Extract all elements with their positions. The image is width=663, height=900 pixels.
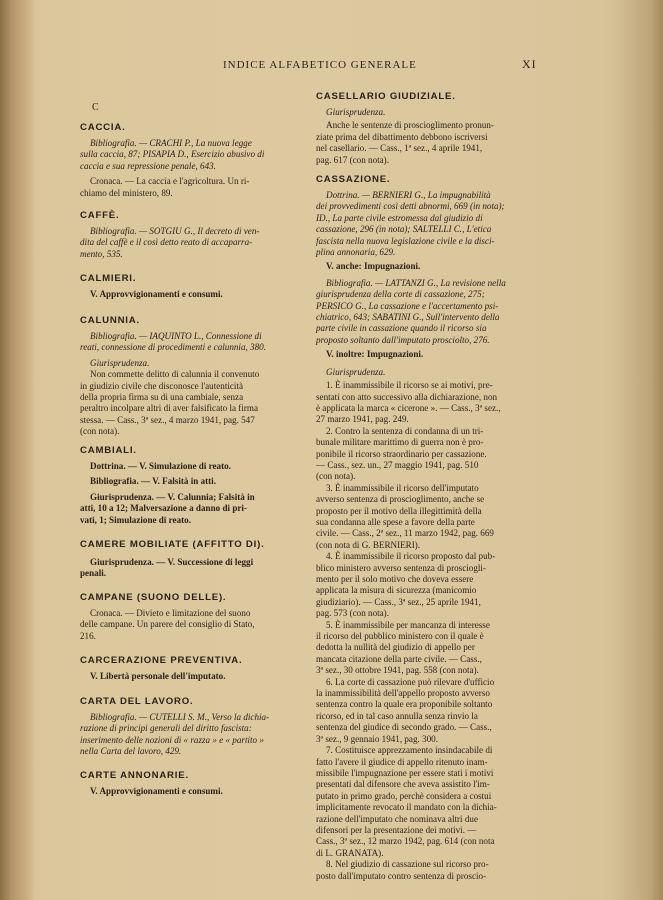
entry-line: ID., La parte civile estromessa dal giudizio di <box>316 212 483 223</box>
entry-line: chiatrico, 643; SABATINI G., Sull'intervento della <box>316 312 500 323</box>
entry-line: Anche le sentenze di proscioglimento pronun- <box>326 120 494 131</box>
entry-line: 216. <box>80 630 96 641</box>
entry-calunnia <box>80 315 302 438</box>
page-number: XI <box>522 57 537 71</box>
entry-line: Giurisprudenza. — V. Successione di leggi <box>90 557 254 567</box>
entry-heading: CALMIERI. <box>80 273 137 284</box>
entry-camere-mobiliate <box>80 539 302 580</box>
entry-line: ricorso, ed in tal caso annulla senza rinvio la <box>316 710 478 721</box>
entry-line: V. anche: Impugnazioni. <box>326 261 421 272</box>
entry-line: missibile l'impugnazione per essere stati i motivi <box>316 767 494 778</box>
entry-line: mento, 535. <box>80 248 123 259</box>
entry-line: Dottrina. — V. Simulazione di reato. <box>90 461 231 471</box>
entry-line: vati, 1; Simulazione di reato. <box>80 514 191 525</box>
entry-line: 8. Nel giudizio di cassazione sul ricorso pro- <box>326 859 489 870</box>
entry-line: posto dall'imputato contro sentenza di proscio- <box>316 870 487 881</box>
entry-casellario-giudiziale <box>316 91 540 166</box>
entry-line: di L. GRANATA). <box>316 847 384 858</box>
entry-line: parte civile in cassazione quando il ricorso sia <box>316 323 487 334</box>
entry-cassazione <box>316 174 540 882</box>
entry-line: della propria firma su di una cambiale, senza <box>80 392 244 403</box>
entry-line: peraltro incolpare altri di aver falsificato la firma <box>80 403 258 414</box>
entry-line: fascista nella nuova legislazione civile e la disci- <box>316 235 495 246</box>
entry-line: Cronaca. — Divieto e limitazione del suono <box>90 608 251 618</box>
entry-calmieri <box>80 273 302 300</box>
entry-line: avverso sentenza di proscioglimento, anche se <box>316 494 485 505</box>
entry-line: V. Approvvigionamenti e consumi. <box>90 786 223 796</box>
entry-line: V. inoltre: Impugnazioni. <box>326 349 424 360</box>
entry-line: blico ministero avverso sentenza di prosciogli- <box>316 562 486 573</box>
entry-heading: CARCERAZIONE PREVENTIVA. <box>80 655 243 666</box>
entry-line: PERSICO G., La cassazione e l'accertamento psi- <box>316 300 499 311</box>
entry-line: inserimento delle nozioni di « razza » e « partito » <box>80 734 264 745</box>
entry-heading: CAMPANE (SUONO DELLE). <box>80 592 227 603</box>
entry-caccia <box>80 122 302 199</box>
entry-line: ziate prima del dibattimento debbono iscriversi <box>316 131 488 142</box>
entry-line: 5. È inammissibile per mancanza di interesse <box>326 619 490 630</box>
entry-line: Giurisprudenza. <box>90 357 150 368</box>
entry-line: 4. È inammissibile il ricorso proposto dal pub- <box>326 551 496 562</box>
entry-line: cassazione, 296 (in nota); SALTELLI C., L'etica <box>316 224 492 235</box>
entry-heading: CASSAZIONE. <box>316 174 391 185</box>
entry-line: implicitamente revocato il mandato con la dichia- <box>316 802 497 813</box>
entry-line: mento per il solo motivo che doveva essere <box>316 574 474 584</box>
entry-line: difensori per la presentazione dei motivi. — <box>316 824 477 835</box>
entry-line: il ricorso del pubblico ministero con il quale è <box>316 631 484 642</box>
entry-line: proposto soltanto dall'imputato prosciolto, 276. <box>316 334 490 345</box>
entry-line: 3ª sez., 30 ottobre 1941, pag. 558 (con nota). <box>316 665 479 676</box>
entry-cambiali <box>80 445 302 526</box>
entry-line: applicata la misura di sicurezza (manicomio <box>316 585 477 596</box>
entry-line: Bibliografia. — LATTANZI G., La revisione nella <box>326 277 506 288</box>
book-spine-shadow <box>0 0 34 900</box>
entry-line: putato in primo grado, perchè considera a costui <box>316 790 492 801</box>
page-edge-shadow <box>618 0 663 900</box>
entry-line: reati, connessione di procedimenti e calunnia, 380. <box>80 342 266 353</box>
entry-line: giurisprudenza della corte di cassazione, 275; <box>316 289 485 300</box>
entry-line: 6. La corte di cassazione può rilevare d'ufficio <box>326 676 495 687</box>
entry-line: pag. 573 (con nota). <box>316 608 389 619</box>
entry-line: Bibliografia. — V. Falsità in atti. <box>90 476 216 487</box>
entry-heading: CAMBIALI. <box>80 445 137 456</box>
entry-line: Cronaca. — La caccia e l'agricoltura. Un ri- <box>90 176 250 187</box>
entry-carte-annonarie <box>80 770 302 797</box>
entry-line: 1. È inammissibile il ricorso se ai motivi, pre- <box>326 380 493 391</box>
entry-carta-del-lavoro <box>80 696 302 758</box>
entry-line: V. Libertà personale dell'imputato. <box>90 671 226 681</box>
entry-line: chiamo del ministero, 89. <box>80 187 173 198</box>
entry-line: Bibliografia. — CRACHI P., La nuova legge <box>90 138 252 148</box>
entry-line: civile. — Cass., 2ª sez., 11 marzo 1942, pag. 669 <box>316 528 494 539</box>
entry-line: Bibliografia. — CUTELLI S. M., Verso la dichia- <box>90 712 270 722</box>
entry-line: nella Carta del lavoro, 429. <box>80 746 182 757</box>
entry-heading: CAFFÈ. <box>80 210 120 221</box>
entry-line: nel casellario. — Cass., 1ª sez., 4 aprile 1941, <box>316 143 483 154</box>
entry-caffe <box>80 210 302 260</box>
entry-line: fatto l'avere il giudice di appello ritenuto inam- <box>316 756 488 767</box>
entry-line: 3. È inammissibile il ricorso dell'imputato <box>326 482 479 493</box>
section-letter: C <box>92 102 99 113</box>
entry-line: sua condanna alle spese a favore della parte <box>316 516 475 527</box>
entry-line: stessa. — Cass., 3ª sez., 4 marzo 1941, pag. 547 <box>80 414 255 425</box>
entry-line: (con nota). <box>316 471 356 482</box>
entry-line: in giudizio civile che disconosce l'autenticità <box>80 380 243 391</box>
entry-line: dedotta la nullità del giudizio di appello per <box>316 642 475 653</box>
entry-line: sentati con atto successivo alla dichiarazione, non <box>316 391 498 402</box>
entry-line: presentati dal difensore che aveva assistito l'im- <box>316 779 490 790</box>
entry-line: Bibliografia. — SOTGIU G., Il decreto di ven- <box>90 226 260 236</box>
entry-line: Cass., 3ª sez., 12 marzo 1942, pag. 614 (con nota <box>316 836 495 847</box>
entry-line: 2. Contro la sentenza di condanna di un tri- <box>326 425 484 436</box>
entry-line: (con nota di G. BERNIERI). <box>316 539 421 550</box>
entry-line: bunale militare marittimo di guerra non è pro- <box>316 437 484 448</box>
entry-line: caccia e sua repressione penale, 643. <box>80 160 216 171</box>
entry-line: ponibile il ricorso straordinario per cassazione. <box>316 448 487 459</box>
entry-line: Giurisprudenza. <box>326 366 386 377</box>
entry-line: sentenza contro la quale era proponibile soltanto <box>316 699 493 710</box>
entry-line: (con nota). <box>80 426 120 437</box>
entry-line: Non commette delitto di calunnia il convenuto <box>90 369 260 380</box>
entry-line: Dottrina. — BERNIERI G., La impugnabilità <box>326 190 491 200</box>
entry-line: dei provvedimenti così detti abnormi, 669 (in nota); <box>316 201 505 212</box>
entry-line: pag. 617 (con nota). <box>316 154 389 165</box>
entry-heading: CALUNNIA. <box>80 315 140 326</box>
entry-line: — Cass., sez. un., 27 maggio 1941, pag. 510 <box>316 459 479 470</box>
entry-line: atti, 10 a 12; Malversazione a danno di pri- <box>80 503 247 514</box>
entry-heading: CAMERE MOBILIATE (AFFITTO DI). <box>80 539 265 550</box>
entry-line: penali. <box>80 568 107 579</box>
running-header <box>60 59 660 75</box>
entry-line: è applicata la marca « cicerone ». — Cass., 3ª sez., <box>316 402 501 413</box>
entry-heading: CACCIA. <box>80 122 126 133</box>
entry-line: Giurisprudenza. — V. Calunnia; Falsità in <box>90 491 255 502</box>
entry-line: V. Approvvigionamenti e consumi. <box>90 289 223 299</box>
entry-line: Giurisprudenza. <box>326 107 386 117</box>
entry-carcerazione-preventiva <box>80 655 302 682</box>
entry-line: delle campane. Un parere del consiglio di Stato, <box>80 619 255 630</box>
entry-line: sentenza del giudice di secondo grado. — Cass., <box>316 722 492 733</box>
entry-campane <box>80 592 302 642</box>
entry-line: mancata citazione della parte civile. — Cass., <box>316 653 482 664</box>
header-title: INDICE ALFABETICO GENERALE <box>223 59 417 71</box>
entry-line: plina annonaria, 629. <box>316 247 396 258</box>
entry-line: dita del caffè e il così detto reato di accaparra- <box>80 237 253 248</box>
entry-heading: CARTA DEL LAVORO. <box>80 696 194 707</box>
entry-line: proposto per il motivo della illegittimità della <box>316 505 482 516</box>
entry-line: 27 marzo 1941, pag. 249. <box>316 414 409 425</box>
entry-line: Bibliografia. — IAQUINTO L., Connessione di <box>90 331 262 341</box>
entry-line: la inammissibilità dell'appello proposto avverso <box>316 688 490 699</box>
entry-heading: CARTE ANNONARIE. <box>80 770 189 781</box>
entry-line: sulla caccia, 87; PISAPIA D., Esercizio abusivo di <box>80 149 265 160</box>
entry-line: 7. Costituisce apprezzamento insindacabile di <box>326 745 493 756</box>
entry-heading: CASELLARIO GIUDIZIALE. <box>316 91 456 102</box>
entry-line: 3ª sez., 9 gennaio 1941, pag. 300. <box>316 733 438 744</box>
entry-line: razione dell'imputato che nominava altri due <box>316 813 478 824</box>
entry-line: razione di principi generali del diritto fascista: <box>80 723 252 734</box>
entry-line: giudiziario). — Cass., 3ª sez., 25 aprile 1941, <box>316 596 481 607</box>
